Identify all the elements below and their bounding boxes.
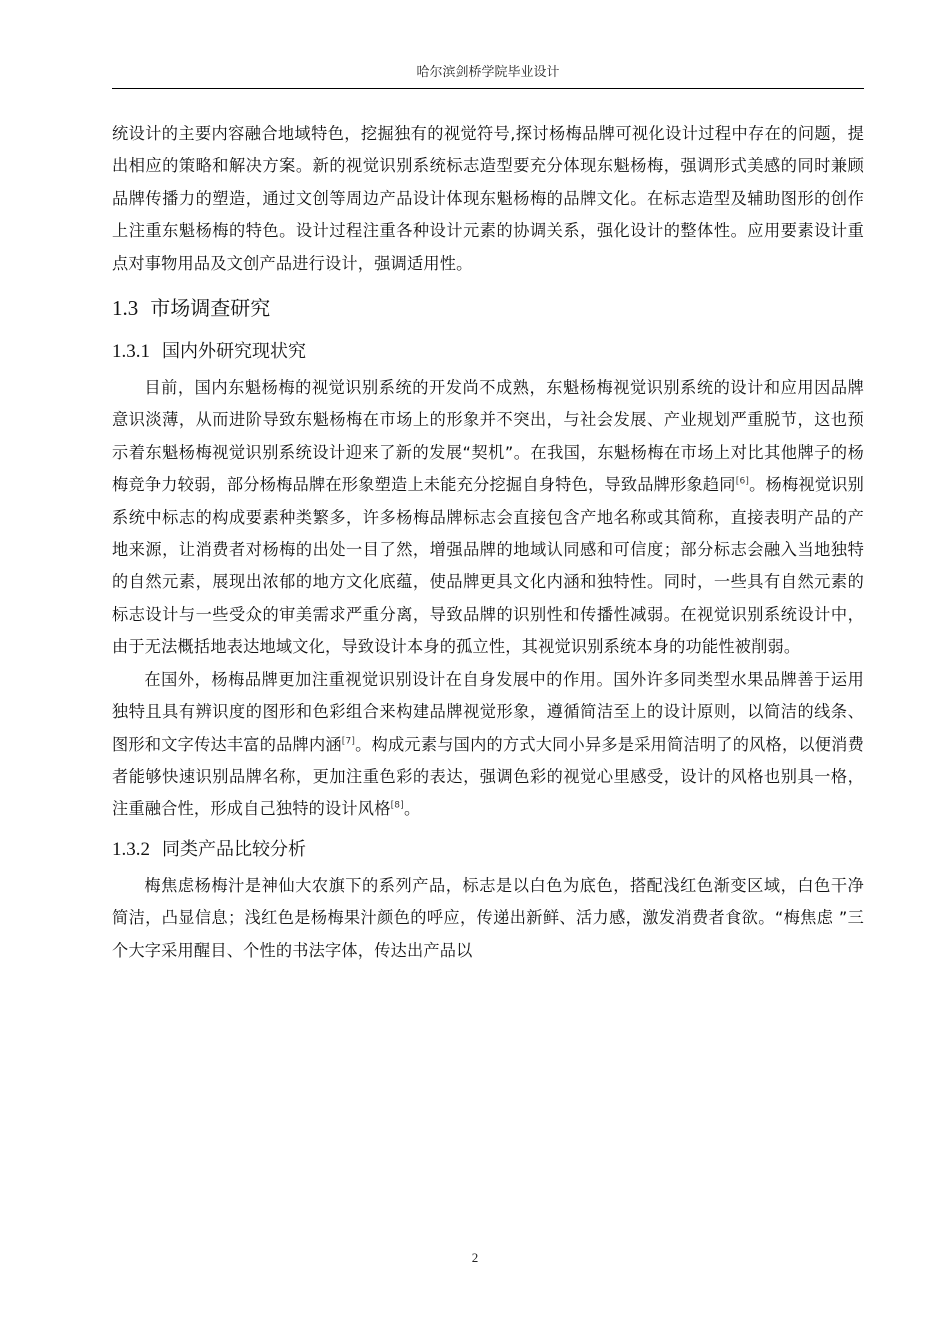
header-title: 哈尔滨剑桥学院毕业设计 (416, 65, 560, 80)
page-content (112, 118, 864, 967)
paragraph-text: 。构成元素与国内的方式大同小异多是采用简洁明了的风格，以便消费者能够快速识别品牌名称，更加注重色彩的表达，强调色彩的视觉心里感受，设计的风格也别具一格，注重融合性，形成自己独特的设计风格 (112, 734, 864, 819)
section-title: 市场调查研究 (150, 296, 271, 321)
citation-link[interactable]: [7] (341, 736, 356, 747)
subsection-heading-1-3-2 (112, 830, 864, 870)
paragraph-text: 。杨梅视觉识别系统中标志的构成要素种类繁多，许多杨梅品牌标志会直接包含产地名称或其简称，直接表明产品的产地来源，让消费者对杨梅的出处一目了然，增强品牌的地域认同感和可信度；部分标志会融入当地独特的自然元素，展现出浓郁的地方文化底蕴，使品牌更具文化内涵和独特性。同时，一些具有自然元素的标志设计与一些受众的审美需求严重分离，导致品牌的识别性和传播性减弱。在视觉识别系统设计中，由于无法概括地表达地域文化，导致设计本身的孤立性，其视觉识别系统本身的功能性被削弱。 (112, 475, 864, 657)
subsection-heading-1-3-1 (112, 332, 864, 372)
subsection-number: 1.3.2 (112, 838, 150, 860)
paragraph-text: 在国外，杨梅品牌更加注重视觉识别设计在自身发展中的作用。国外许多同类型水果品牌善于运用独特且具有辨识度的图形和色彩组合来构建品牌视觉形象，遵循简洁至上的设计原则，以简洁的线条、图形和文字传达丰富的品牌内涵 (112, 669, 864, 754)
section-number: 1.3 (112, 296, 139, 321)
citation-link[interactable]: [6] (735, 476, 750, 487)
subsection-title: 同类产品比较分析 (162, 838, 306, 860)
body-paragraph-2 (112, 372, 864, 664)
citation-link[interactable]: [8] (390, 800, 404, 811)
section-heading-1-3 (112, 288, 864, 328)
subsection-title: 国内外研究现状究 (162, 341, 306, 363)
paragraph-text: 目前，国内东魁杨梅的视觉识别系统的开发尚不成熟，东魁杨梅视觉识别系统的设计和应用因品牌意识淡薄，从而进阶导致东魁杨梅在市场上的形象并不突出，与社会发展、产业规划严重脱节，这也预示着东魁杨梅视觉识别系统设计迎来了新的发展“契机”。在我国，东魁杨梅在市场上对比其他牌子的杨梅竞争力较弱，部分杨梅品牌在形象塑造上未能充分挖掘自身特色，导致品牌形象趋同 (112, 378, 864, 495)
page-number: 2 (471, 1250, 479, 1265)
body-paragraph-4: 梅焦虑杨梅汁是神仙大农旗下的系列产品，标志是以白色为底色，搭配浅红色渐变区域，白色干净简洁，凸显信息；浅红色是杨梅果汁颜色的呼应，传递出新鲜、活力感，激发消费者食欲。“梅焦虑 ”三个大字采用醒目、个性的书法字体，传达出产品以 (112, 875, 864, 960)
body-paragraph-1: 统设计的主要内容融合地域特色，挖掘独有的视觉符号,探讨杨梅品牌可视化设计过程中存在的问题，提出相应的策略和解决方案。新的视觉识别系统标志造型要充分体现东魁杨梅，强调形式美感的同时兼顾品牌传播力的塑造，通过文创等周边产品设计体现东魁杨梅的品牌文化。在标志造型及辅助图形的创作上注重东魁杨梅的特色。设计过程注重各种设计元素的协调关系，强化设计的整体性。应用要素设计重点对事物用品及文创产品进行设计，强调适用性。 (112, 124, 864, 273)
page-header (112, 60, 864, 89)
paragraph-text: 。 (403, 799, 421, 819)
subsection-number: 1.3.1 (112, 341, 150, 363)
body-paragraph-3 (112, 664, 864, 826)
